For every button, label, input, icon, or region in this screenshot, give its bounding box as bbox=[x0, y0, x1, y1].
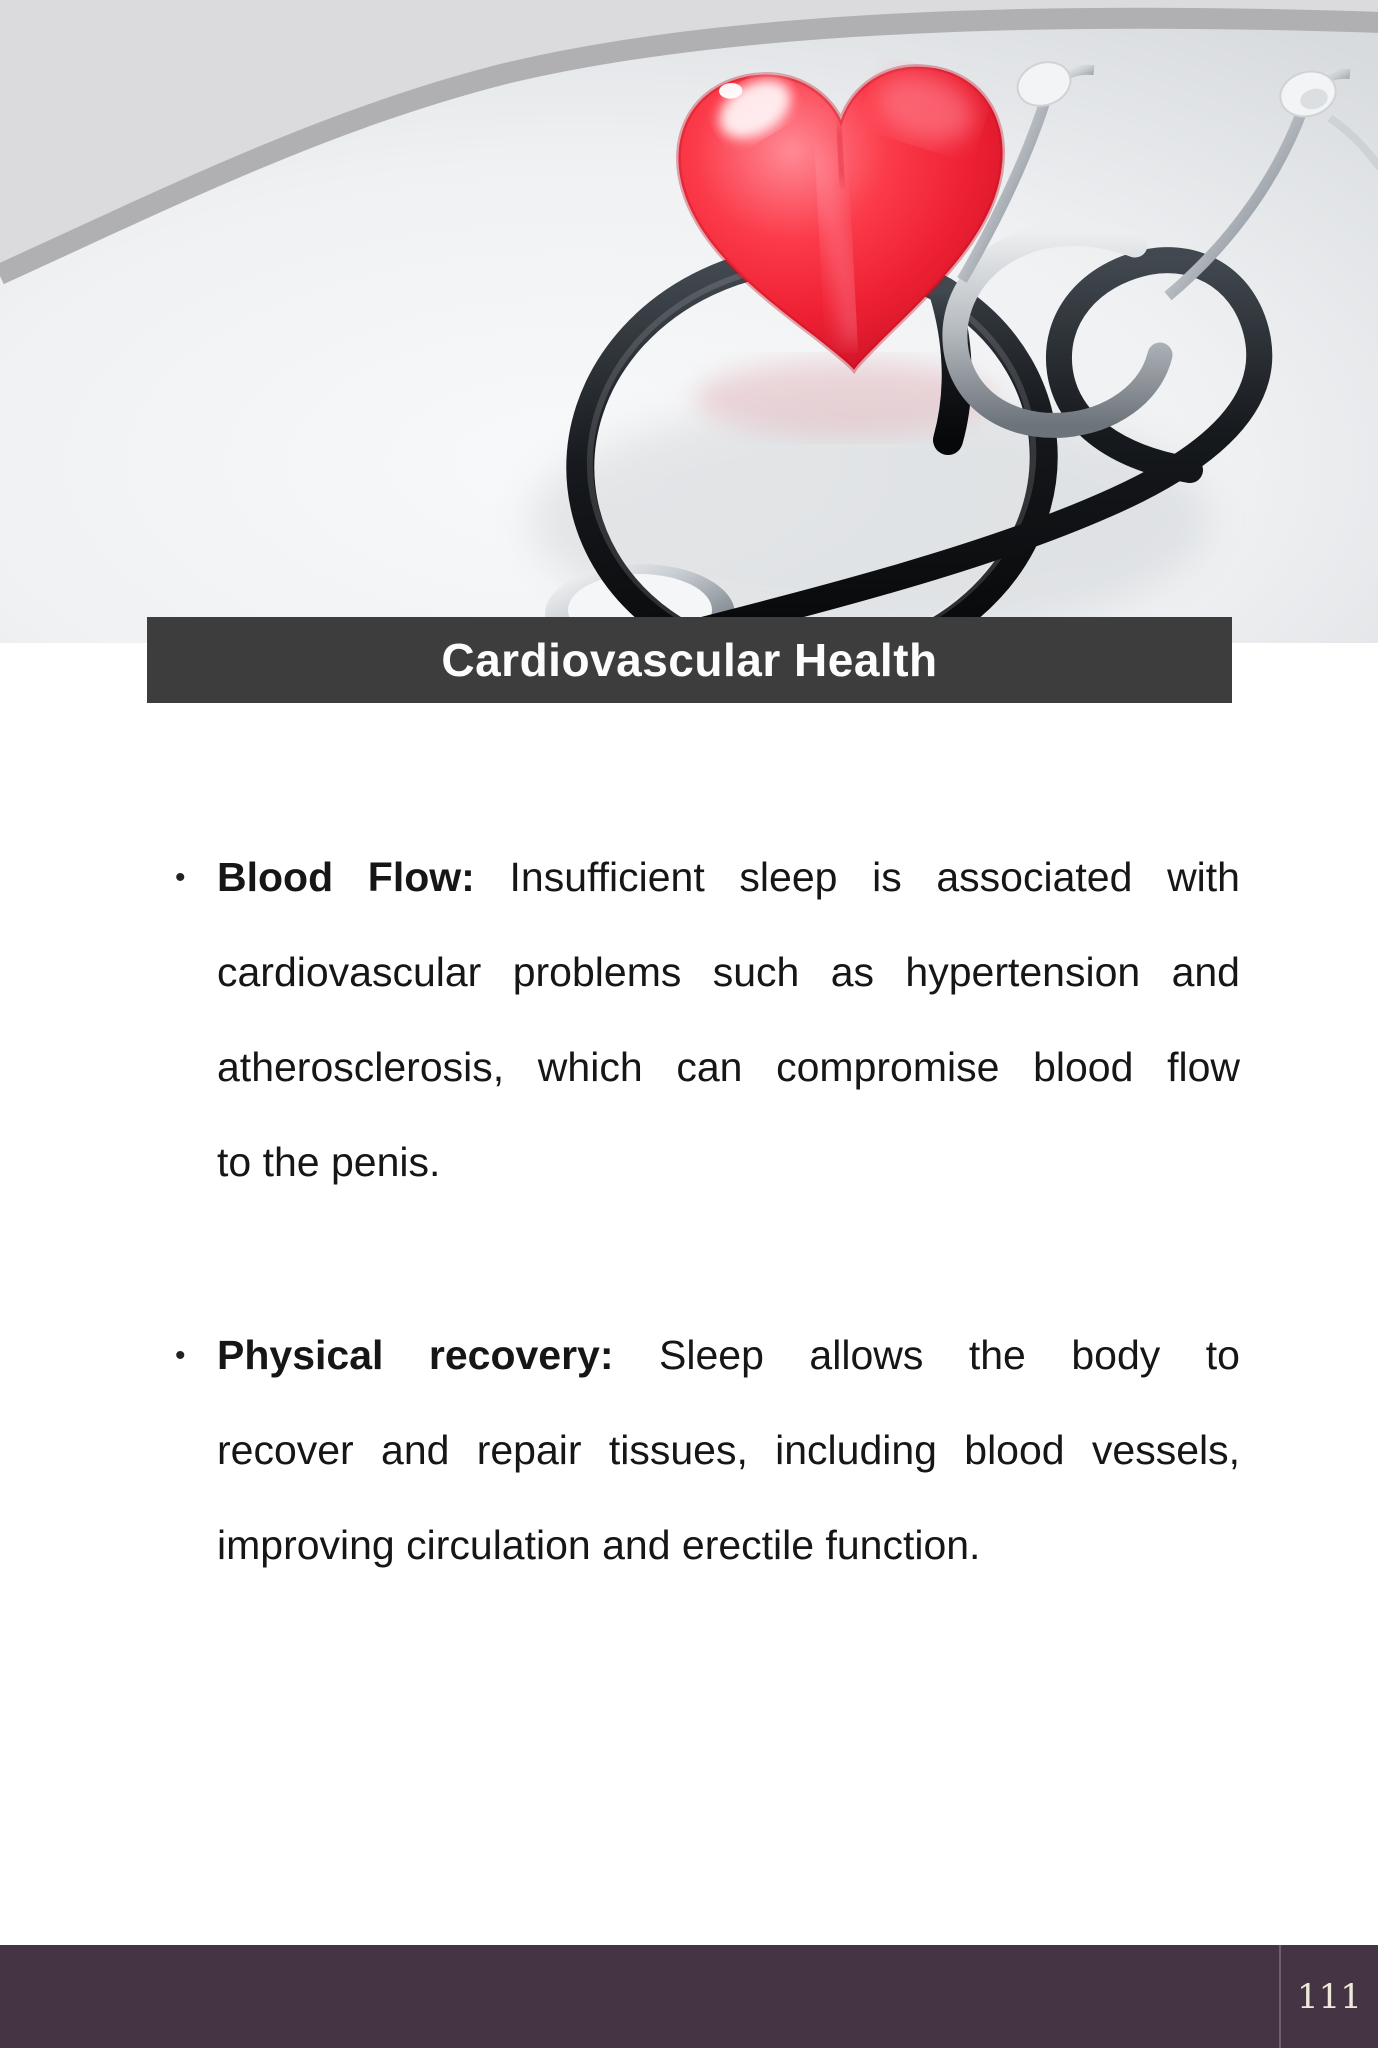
header-photo bbox=[0, 0, 1378, 643]
footer-bar bbox=[0, 1945, 1378, 2048]
bullet-line: to the penis. bbox=[217, 1139, 441, 1185]
bullet-text: Insufficient sleep is associated with bbox=[474, 854, 1240, 900]
heart-stethoscope-photo bbox=[0, 0, 1378, 643]
page-number-cell bbox=[1281, 1945, 1378, 2048]
bullet-line bbox=[217, 1308, 1240, 1403]
bullet-line: cardiovascular problems such as hypertension and bbox=[217, 949, 1240, 995]
bullet-icon: • bbox=[175, 861, 186, 894]
bullet-line bbox=[217, 830, 1240, 925]
page-title: Cardiovascular Health bbox=[441, 634, 938, 686]
page-number: 111 bbox=[1297, 1976, 1362, 2017]
bullet-lead: Physical recovery: bbox=[217, 1332, 614, 1378]
bullet-lead: Blood Flow: bbox=[217, 854, 475, 900]
title-bar bbox=[147, 617, 1232, 703]
bullet-line: recover and repair tissues, including blood vessels, bbox=[217, 1427, 1240, 1473]
bullet-icon: • bbox=[175, 1339, 186, 1372]
bullet-item bbox=[175, 830, 1240, 1210]
bullet-text: Sleep allows the body to bbox=[613, 1332, 1240, 1378]
bullet-item bbox=[175, 1308, 1240, 1593]
bullet-line: improving circulation and erectile function. bbox=[217, 1522, 981, 1568]
bullet-line: atherosclerosis, which can compromise blood flow bbox=[217, 1044, 1240, 1090]
bullet-list bbox=[175, 830, 1240, 1593]
